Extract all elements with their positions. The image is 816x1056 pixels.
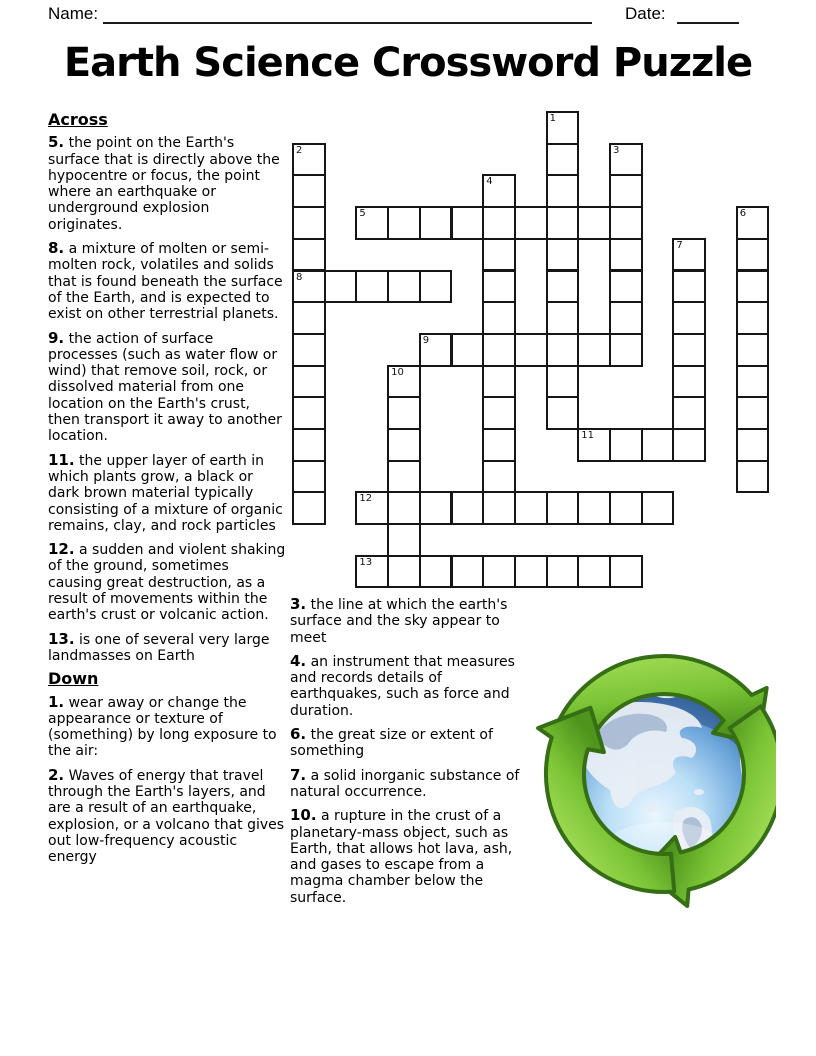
date-label: Date: xyxy=(625,4,666,23)
date-blank-line xyxy=(677,22,739,24)
grid-cell-r7-c9 xyxy=(577,333,611,367)
name-label: Name: xyxy=(48,4,99,23)
grid-cell-r4-c8 xyxy=(546,238,580,272)
grid-cell-r5-c0 xyxy=(292,270,326,304)
grid-cell-r14-c4 xyxy=(419,555,453,589)
clue-11 xyxy=(48,452,286,534)
grid-cell-r7-c4 xyxy=(419,333,453,367)
clue-9-text: the action of surface processes (such as water flow or wind) that remove soil, rock, or dissolved material from one location on the Earth's crust, then transport it away to another location. xyxy=(48,330,282,445)
grid-cell-r8-c8 xyxy=(546,365,580,399)
grid-cell-r10-c10 xyxy=(609,428,643,462)
across-heading: Across xyxy=(48,110,108,129)
clue-10-text: a rupture in the crust of a planetary-mass object, such as Earth, that allows hot lava, ash, and gases to escape from a magma chamber below the surface. xyxy=(290,808,513,906)
grid-cell-r14-c8 xyxy=(546,555,580,589)
grid-cell-r7-c0 xyxy=(292,333,326,367)
grid-cell-r12-c8 xyxy=(546,491,580,525)
grid-cell-r12-c10 xyxy=(609,491,643,525)
grid-cell-r14-c3 xyxy=(387,555,421,589)
grid-cell-r5-c1 xyxy=(324,270,358,304)
grid-cell-r1-c10 xyxy=(609,143,643,177)
earth-recycle-image xyxy=(524,644,776,910)
clue-11-number: 11. xyxy=(48,450,75,469)
clue-2-text: Waves of energy that travel through the Earth's layers, and are a result of an earthquake, explosion, or a volcano that gives out low-frequency acoustic energy xyxy=(48,767,285,866)
clue-6 xyxy=(290,726,533,760)
clue-4-text: an instrument that measures and records details of earthquakes, such as force and duration. xyxy=(290,653,515,719)
cell-number-8: 8 xyxy=(296,271,303,283)
grid-cell-r9-c8 xyxy=(546,396,580,430)
grid-cell-r14-c5 xyxy=(451,555,485,589)
grid-cell-r8-c0 xyxy=(292,365,326,399)
grid-cell-r6-c0 xyxy=(292,301,326,335)
cell-number-7: 7 xyxy=(676,239,683,251)
grid-cell-r3-c6 xyxy=(482,206,516,240)
grid-cell-r7-c10 xyxy=(609,333,643,367)
clue-4-number: 4. xyxy=(290,651,307,670)
grid-cell-r4-c0 xyxy=(292,238,326,272)
grid-cell-r11-c6 xyxy=(482,460,516,494)
grid-cell-r12-c0 xyxy=(292,491,326,525)
grid-cell-r6-c6 xyxy=(482,301,516,335)
clue-11-text: the upper layer of earth in which plants grow, a black or dark brown material typically consisting of a mixture of organic remains, clay, and rock particles xyxy=(48,452,283,534)
grid-cell-r14-c9 xyxy=(577,555,611,589)
grid-cell-r6-c10 xyxy=(609,301,643,335)
grid-cell-r14-c7 xyxy=(514,555,548,589)
cell-number-13: 13 xyxy=(359,556,373,568)
grid-cell-r1-c8 xyxy=(546,143,580,177)
grid-cell-r9-c14 xyxy=(736,396,770,430)
clue-10 xyxy=(290,807,533,906)
grid-cell-r14-c2 xyxy=(355,555,389,589)
cell-number-12: 12 xyxy=(359,493,373,505)
grid-cell-r7-c12 xyxy=(672,333,706,367)
clue-10-number: 10. xyxy=(290,806,317,825)
grid-cell-r9-c0 xyxy=(292,396,326,430)
grid-cell-r11-c14 xyxy=(736,460,770,494)
grid-cell-r4-c14 xyxy=(736,238,770,272)
grid-cell-r4-c12 xyxy=(672,238,706,272)
grid-cell-r11-c3 xyxy=(387,460,421,494)
clue-3-text: the line at which the earth's surface and the sky appear to meet xyxy=(290,597,508,646)
cell-number-9: 9 xyxy=(422,334,430,346)
grid-cell-r3-c2 xyxy=(355,206,389,240)
grid-cell-r4-c6 xyxy=(482,238,516,272)
grid-cell-r9-c12 xyxy=(672,396,706,430)
clue-5-text: the point on the Earth's surface that is directly above the hypocentre or focus, the point where an earthquake or underground explosion originates. xyxy=(48,135,280,233)
cell-number-10: 10 xyxy=(391,366,404,378)
grid-cell-r3-c8 xyxy=(546,206,580,240)
grid-cell-r8-c3 xyxy=(387,365,421,399)
grid-cell-r12-c9 xyxy=(577,491,611,525)
grid-cell-r12-c5 xyxy=(451,491,485,525)
grid-cell-r8-c6 xyxy=(482,365,516,399)
grid-cell-r10-c6 xyxy=(482,428,516,462)
grid-cell-r3-c5 xyxy=(451,206,485,240)
clue-5 xyxy=(48,134,286,233)
grid-cell-r5-c3 xyxy=(387,270,421,304)
clue-2-number: 2. xyxy=(48,765,65,784)
clues-column-left xyxy=(48,110,286,872)
clue-8-text: a mixture of molten or semi-molten rock, volatiles and solids that is found beneath the surface of the Earth, and is expected to exist on other terrestrial planets. xyxy=(48,241,283,323)
clue-12 xyxy=(48,541,286,623)
cell-number-6: 6 xyxy=(739,208,747,220)
clue-8-number: 8. xyxy=(48,239,65,258)
grid-cell-r12-c7 xyxy=(514,491,548,525)
cell-number-5: 5 xyxy=(359,208,366,220)
clue-3-number: 3. xyxy=(290,595,307,613)
grid-cell-r12-c11 xyxy=(641,491,675,525)
grid-cell-r5-c4 xyxy=(419,270,453,304)
grid-cell-r3-c9 xyxy=(577,206,611,240)
grid-cell-r12-c4 xyxy=(419,491,453,525)
clues-column-middle xyxy=(290,596,533,913)
grid-cell-r6-c12 xyxy=(672,301,706,335)
grid-cell-r10-c11 xyxy=(641,428,675,462)
clue-1 xyxy=(48,694,286,760)
grid-cell-r10-c12 xyxy=(672,428,706,462)
clue-9 xyxy=(48,330,286,445)
grid-cell-r10-c3 xyxy=(387,428,421,462)
name-blank-line xyxy=(103,22,592,24)
clue-7-text: a solid inorganic substance of natural occurrence. xyxy=(290,767,520,800)
clue-7 xyxy=(290,767,533,801)
cell-number-4: 4 xyxy=(486,176,493,188)
cell-number-2: 2 xyxy=(296,144,303,156)
grid-cell-r4-c10 xyxy=(609,238,643,272)
grid-cell-r13-c3 xyxy=(387,523,421,557)
grid-cell-r3-c14 xyxy=(736,206,770,240)
clue-7-number: 7. xyxy=(290,765,307,784)
grid-cell-r5-c8 xyxy=(546,270,580,304)
grid-cell-r2-c8 xyxy=(546,174,580,208)
grid-cell-r6-c8 xyxy=(546,301,580,335)
grid-cell-r2-c6 xyxy=(482,174,516,208)
grid-cell-r8-c12 xyxy=(672,365,706,399)
grid-cell-r14-c10 xyxy=(609,555,643,589)
grid-cell-r11-c0 xyxy=(292,460,326,494)
clue-13 xyxy=(48,631,286,665)
clue-9-number: 9. xyxy=(48,328,65,347)
grid-cell-r12-c6 xyxy=(482,491,516,525)
down-heading: Down xyxy=(48,669,99,689)
grid-cell-r12-c3 xyxy=(387,491,421,525)
grid-cell-r5-c14 xyxy=(736,270,770,304)
clue-8 xyxy=(48,240,286,322)
grid-cell-r2-c10 xyxy=(609,174,643,208)
clue-13-number: 13. xyxy=(48,629,75,648)
grid-cell-r8-c14 xyxy=(736,365,770,399)
grid-cell-r7-c7 xyxy=(514,333,548,367)
clue-6-text: the great size or extent of something xyxy=(290,727,493,760)
cell-number-11: 11 xyxy=(581,430,595,441)
clue-5-number: 5. xyxy=(48,133,65,152)
clue-1-text: wear away or change the appearance or texture of (something) by long exposure to the air: xyxy=(48,694,277,760)
page-title: Earth Science Crossword Puzzle xyxy=(63,40,753,86)
clue-1-number: 1. xyxy=(48,692,65,711)
clue-4 xyxy=(290,653,533,719)
grid-cell-r9-c3 xyxy=(387,396,421,430)
clue-6-number: 6. xyxy=(290,725,307,744)
grid-cell-r5-c6 xyxy=(482,270,516,304)
grid-cell-r7-c8 xyxy=(546,333,580,367)
grid-cell-r5-c10 xyxy=(609,270,643,304)
clue-2 xyxy=(48,767,286,866)
grid-cell-r10-c9 xyxy=(577,428,611,462)
grid-cell-r10-c14 xyxy=(736,428,770,462)
grid-cell-r14-c6 xyxy=(482,555,516,589)
grid-cell-r3-c7 xyxy=(514,206,548,240)
grid-cell-r3-c10 xyxy=(609,206,643,240)
grid-cell-r9-c6 xyxy=(482,396,516,430)
grid-cell-r12-c2 xyxy=(355,491,389,525)
grid-cell-r6-c14 xyxy=(736,301,770,335)
grid-cell-r0-c8 xyxy=(546,111,580,145)
clue-3 xyxy=(290,596,533,646)
grid-cell-r3-c4 xyxy=(419,206,453,240)
grid-cell-r7-c5 xyxy=(451,333,485,367)
grid-cell-r1-c0 xyxy=(292,143,326,177)
grid-cell-r5-c2 xyxy=(355,270,389,304)
grid-cell-r7-c6 xyxy=(482,333,516,367)
grid-cell-r3-c3 xyxy=(387,206,421,240)
grid-cell-r5-c12 xyxy=(672,270,706,304)
crossword-grid xyxy=(292,111,770,589)
grid-cell-r3-c0 xyxy=(292,206,326,240)
clue-12-text: a sudden and violent shaking of the ground, sometimes causing great destruction, as a result of movements within the earth's crust or volcanic action. xyxy=(48,542,286,624)
grid-cell-r2-c0 xyxy=(292,174,326,208)
clue-12-number: 12. xyxy=(48,540,75,559)
clue-13-text: is one of several very large landmasses on Earth xyxy=(48,631,270,664)
cell-number-3: 3 xyxy=(613,144,620,156)
grid-cell-r7-c14 xyxy=(736,333,770,367)
grid-cell-r10-c0 xyxy=(292,428,326,462)
cell-number-1: 1 xyxy=(549,113,556,124)
